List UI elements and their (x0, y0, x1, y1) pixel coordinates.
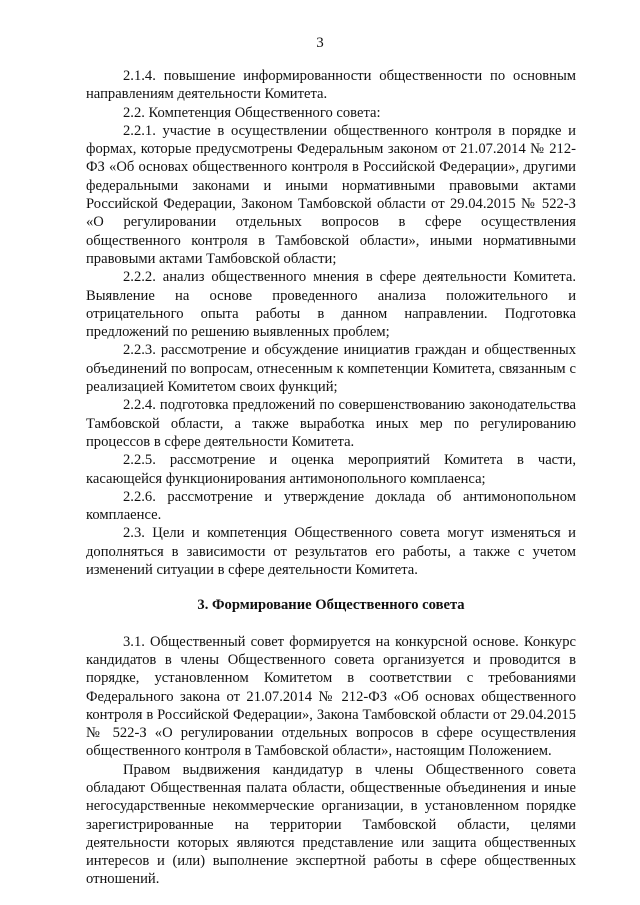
paragraph-2-2: 2.2. Компетенция Общественного совета: (123, 104, 381, 121)
paragraph-2-2-5: 2.2.5. рассмотрение и оценка мероприятий Комитета в части, касающейся функционирования антимонопольного комплаенса; (86, 452, 576, 487)
paragraph-2-2-4: 2.2.4. подготовка предложений по совершенствованию законодательства Тамбовской области, а также выработка иных мер по регулированию процессов в сфере деятельности Комитета. (86, 397, 576, 450)
page-number: 3 (316, 35, 324, 51)
section-title: 3. Формирование Общественного совета (197, 597, 465, 614)
document-body (86, 67, 576, 889)
paragraph-nomination-right: Правом выдвижения кандидатур в члены Общественного совета обладают Общественная палата области, общественные объединения и иные негосударственные некоммерческие организации, в установленном порядке зарегистрированные на территории Тамбовской области, целями деятельности которых являются представление или защита общественных интересов и (или) выполнение экспертной работы в сфере общественных отношений. (86, 761, 576, 888)
paragraph-3-1: 3.1. Общественный совет формируется на конкурсной основе. Конкурс кандидатов в члены Общественного совета организуется и проводится в порядке, установленном Комитетом в соответствии с требованиями Федерального закона от 21.07.2014 № 212-ФЗ «Об основах общественного контроля в Российской Федерации», Закона Тамбовской области от 29.04.2015 № 522-З «О регулировании отдельных вопросов в сфере осуществления общественного контроля в Тамбовской области», настоящим Положением. (86, 633, 576, 760)
paragraph-2-3: 2.3. Цели и компетенция Общественного совета могут изменяться и дополняться в зависимости от результатов его работы, а также с учетом изменений ситуации в сфере деятельности Комитета. (86, 525, 576, 579)
paragraph-2-2-6: 2.2.6. рассмотрение и утверждение доклада об антимонопольном комплаенсе. (86, 488, 576, 524)
paragraph-2-1-4: 2.1.4. повышение информированности общественности по основным направлениям деятельности Комитета. (86, 68, 576, 103)
paragraph-2-2-2: 2.2.2. анализ общественного мнения в сфере деятельности Комитета. Выявление на основе проведенного анализа положительного и отрицательного опыта работы в данном направлении. Подготовка предложений по решению выявленных проблем; (86, 269, 576, 341)
paragraph-2-2-1: 2.2.1. участие в осуществлении общественного контроля в порядке и формах, которые предусмотрены Федеральным законом от 21.07.2014 № 212-ФЗ «Об основах общественного контроля в Российской Федерации», другими федеральными законами и иными нормативными правовыми актами Российской Федерации, Законом Тамбовской области от 29.04.2015 № 522-З «О регулировании отдельных вопросов в сфере осуществления общественного контроля в Тамбовской области», иными нормативными правовыми актами Тамбовской области; (86, 122, 576, 267)
paragraph-2-2-3: 2.2.3. рассмотрение и обсуждение инициатив граждан и общественных объединений по вопросам, отнесенным к компетенции Комитета, связанным с реализацией Комитетом своих функций; (86, 342, 576, 396)
